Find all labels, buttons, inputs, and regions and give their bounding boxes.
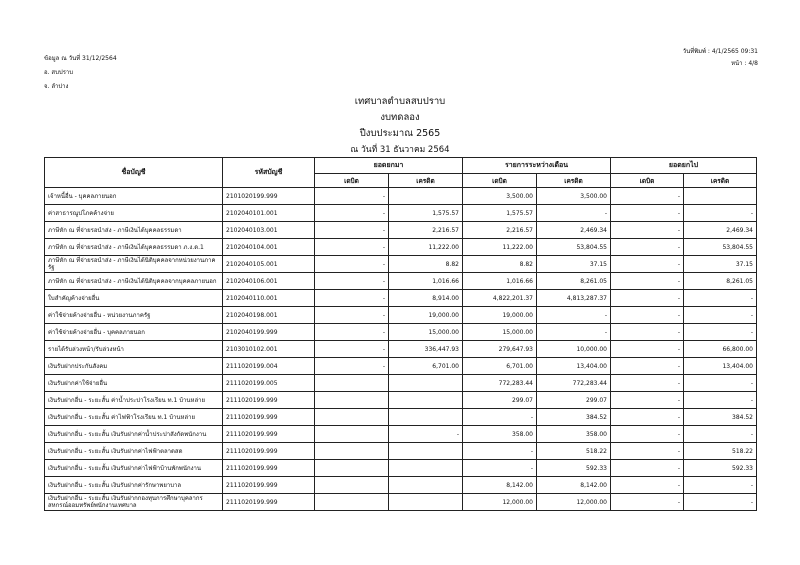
movement-debit-cell: 6,701.00 — [463, 358, 537, 375]
account-name-cell: เงินรับฝากอื่น - ระยะสั้น เงินรับฝากกองทุนการศึกษาบุคลากรสหกรณ์ออมทรัพย์พนักงานเทศบาล — [45, 494, 223, 511]
account-code-cell: 2111020199.999 — [223, 426, 315, 443]
account-code-cell: 2102040106.001 — [223, 273, 315, 290]
movement-debit-cell: 8.82 — [463, 256, 537, 273]
report-meta-right — [683, 46, 758, 70]
table-row — [45, 460, 757, 477]
account-name-cell: ค่าสาธารณูปโภคค้างจ่าย — [45, 205, 223, 222]
closing-credit-cell: 384.52 — [684, 409, 757, 426]
header-account-name: ชื่อบัญชี — [45, 158, 223, 188]
movement-credit-cell: 384.52 — [537, 409, 611, 426]
movement-debit-cell: 279,647.93 — [463, 341, 537, 358]
account-code-cell: 2102040105.001 — [223, 256, 315, 273]
table-row — [45, 409, 757, 426]
header-movement: รายการระหว่างเดือน — [463, 158, 611, 174]
movement-debit-cell: 3,500.00 — [463, 188, 537, 205]
print-date: วันที่พิมพ์ : 4/1/2565 09:31 — [682, 48, 758, 55]
header-movement-credit: เครดิต — [537, 174, 611, 188]
table-row — [45, 443, 757, 460]
closing-debit-cell: - — [611, 358, 684, 375]
province: จ. ลำปาง — [44, 83, 69, 90]
opening-debit-cell: - — [315, 222, 389, 239]
movement-credit-cell: 12,000.00 — [537, 494, 611, 511]
closing-credit-cell: 2,469.34 — [684, 222, 757, 239]
opening-credit-cell — [389, 375, 463, 392]
account-code-cell: 2111020199.999 — [223, 443, 315, 460]
opening-credit-cell — [389, 392, 463, 409]
closing-debit-cell: - — [611, 375, 684, 392]
table-row — [45, 290, 757, 307]
table-row — [45, 205, 757, 222]
opening-credit-cell: 15,000.00 — [389, 324, 463, 341]
account-code-cell: 2102040110.001 — [223, 290, 315, 307]
table-row — [45, 358, 757, 375]
movement-credit-cell: 299.07 — [537, 392, 611, 409]
account-name-cell: ค่าใช้จ่ายค้างจ่ายอื่น - หน่วยงานภาครัฐ — [45, 307, 223, 324]
movement-credit-cell: 4,813,287.37 — [537, 290, 611, 307]
opening-credit-cell — [389, 460, 463, 477]
account-code-cell: 2111020199.004 — [223, 358, 315, 375]
header-opening-debit: เดบิต — [315, 174, 389, 188]
table-row — [45, 324, 757, 341]
opening-credit-cell: 1,016.66 — [389, 273, 463, 290]
header-account-code: รหัสบัญชี — [223, 158, 315, 188]
movement-credit-cell: 8,142.00 — [537, 477, 611, 494]
closing-credit-cell: 66,800.00 — [684, 341, 757, 358]
account-code-cell: 2101020199.999 — [223, 188, 315, 205]
opening-credit-cell: 2,216.57 — [389, 222, 463, 239]
opening-debit-cell — [315, 409, 389, 426]
opening-debit-cell — [315, 494, 389, 511]
closing-debit-cell: - — [611, 222, 684, 239]
opening-debit-cell — [315, 392, 389, 409]
table-row — [45, 392, 757, 409]
table-row — [45, 375, 757, 392]
closing-debit-cell: - — [611, 426, 684, 443]
opening-credit-cell: 8,914.00 — [389, 290, 463, 307]
header-opening-credit: เครดิต — [389, 174, 463, 188]
movement-debit-cell: 19,000.00 — [463, 307, 537, 324]
closing-credit-cell: 37.15 — [684, 256, 757, 273]
account-code-cell: 2103010102.001 — [223, 341, 315, 358]
opening-debit-cell: - — [315, 307, 389, 324]
movement-debit-cell: 11,222.00 — [463, 239, 537, 256]
movement-credit-cell: 10,000.00 — [537, 341, 611, 358]
closing-credit-cell: 592.33 — [684, 460, 757, 477]
opening-credit-cell — [389, 409, 463, 426]
opening-credit-cell: 1,575.57 — [389, 205, 463, 222]
table-row — [45, 477, 757, 494]
opening-debit-cell — [315, 460, 389, 477]
account-code-cell: 2111020199.999 — [223, 409, 315, 426]
trial-balance-table — [44, 157, 757, 511]
account-code-cell: 2111020199.999 — [223, 477, 315, 494]
table-row — [45, 222, 757, 239]
closing-credit-cell: 518.22 — [684, 443, 757, 460]
closing-credit-cell: - — [684, 324, 757, 341]
report-meta-left — [44, 52, 117, 94]
table-row — [45, 239, 757, 256]
account-name-cell: เงินรับฝากประกันสังคม — [45, 358, 223, 375]
closing-debit-cell: - — [611, 443, 684, 460]
district: อ. สบปราบ — [44, 69, 74, 76]
account-name-cell: ใบสำคัญค้างจ่ายอื่น — [45, 290, 223, 307]
movement-credit-cell: - — [537, 324, 611, 341]
movement-credit-cell: - — [537, 205, 611, 222]
account-code-cell: 2102040104.001 — [223, 239, 315, 256]
movement-credit-cell: 518.22 — [537, 443, 611, 460]
movement-debit-cell: 8,142.00 — [463, 477, 537, 494]
header-opening: ยอดยกมา — [315, 158, 463, 174]
closing-debit-cell: - — [611, 290, 684, 307]
movement-debit-cell: 772,283.44 — [463, 375, 537, 392]
closing-debit-cell: - — [611, 460, 684, 477]
closing-credit-cell: - — [684, 477, 757, 494]
table-body — [45, 188, 757, 511]
account-name-cell: เงินรับฝากอื่น - ระยะสั้น ค่าน้ำประปาโรงเรียน ท.1 บ้านหล่าย — [45, 392, 223, 409]
opening-credit-cell: 336,447.93 — [389, 341, 463, 358]
organization-name: เทศบาลตำบลสบปราบ — [354, 96, 446, 107]
account-name-cell: รายได้รับล่วงหน้า/รับล่วงหน้า — [45, 341, 223, 358]
opening-debit-cell: - — [315, 324, 389, 341]
movement-debit-cell: 1,016.66 — [463, 273, 537, 290]
opening-credit-cell — [389, 477, 463, 494]
movement-debit-cell: 15,000.00 — [463, 324, 537, 341]
report-name: งบทดลอง — [380, 112, 420, 123]
closing-credit-cell — [684, 188, 757, 205]
table-row — [45, 188, 757, 205]
closing-debit-cell: - — [611, 409, 684, 426]
movement-debit-cell: - — [463, 409, 537, 426]
movement-debit-cell: - — [463, 443, 537, 460]
closing-credit-cell: 8,261.05 — [684, 273, 757, 290]
closing-credit-cell: - — [684, 205, 757, 222]
opening-credit-cell — [389, 494, 463, 511]
movement-debit-cell: 299.07 — [463, 392, 537, 409]
closing-debit-cell: - — [611, 392, 684, 409]
opening-credit-cell: 19,000.00 — [389, 307, 463, 324]
opening-debit-cell — [315, 426, 389, 443]
movement-credit-cell: 37.15 — [537, 256, 611, 273]
closing-credit-cell: - — [684, 290, 757, 307]
movement-debit-cell: 4,822,201.37 — [463, 290, 537, 307]
closing-credit-cell: - — [684, 375, 757, 392]
opening-debit-cell — [315, 375, 389, 392]
movement-credit-cell: 3,500.00 — [537, 188, 611, 205]
table-row — [45, 494, 757, 511]
closing-debit-cell: - — [611, 307, 684, 324]
opening-credit-cell: 11,222.00 — [389, 239, 463, 256]
closing-credit-cell: - — [684, 307, 757, 324]
account-name-cell: ภาษีหัก ณ ที่จ่ายรอนำส่ง - ภาษีเงินได้บุคคลธรรมดา ภ.ง.ด.1 — [45, 239, 223, 256]
account-code-cell: 2111020199.999 — [223, 460, 315, 477]
header-closing: ยอดยกไป — [611, 158, 757, 174]
table-row — [45, 426, 757, 443]
movement-credit-cell: 2,469.34 — [537, 222, 611, 239]
opening-credit-cell: 8.82 — [389, 256, 463, 273]
movement-debit-cell: - — [463, 460, 537, 477]
account-name-cell: เงินรับฝากอื่น - ระยะสั้น เงินรับฝากค่าไฟฟ้าบ้านพักพนักงาน — [45, 460, 223, 477]
movement-debit-cell: 2,216.57 — [463, 222, 537, 239]
opening-credit-cell — [389, 188, 463, 205]
account-name-cell: ค่าใช้จ่ายค้างจ่ายอื่น - บุคคลภายนอก — [45, 324, 223, 341]
data-as-of: ข้อมูล ณ วันที่ 31/12/2564 — [44, 55, 117, 62]
closing-credit-cell: 13,404.00 — [684, 358, 757, 375]
closing-debit-cell: - — [611, 205, 684, 222]
opening-debit-cell: - — [315, 341, 389, 358]
account-code-cell: 2102040199.999 — [223, 324, 315, 341]
table-row — [45, 273, 757, 290]
account-code-cell: 2102040198.001 — [223, 307, 315, 324]
account-code-cell: 2111020199.999 — [223, 392, 315, 409]
closing-debit-cell: - — [611, 341, 684, 358]
movement-credit-cell: 8,261.05 — [537, 273, 611, 290]
report-title-block — [0, 94, 800, 158]
account-code-cell: 2111020199.005 — [223, 375, 315, 392]
closing-credit-cell: 53,804.55 — [684, 239, 757, 256]
as-of-date: ณ วันที่ 31 ธันวาคม 2564 — [350, 145, 450, 155]
opening-debit-cell — [315, 443, 389, 460]
opening-debit-cell: - — [315, 256, 389, 273]
header-closing-debit: เดบิต — [611, 174, 684, 188]
opening-debit-cell: - — [315, 188, 389, 205]
account-name-cell: ภาษีหัก ณ ที่จ่ายรอนำส่ง - ภาษีเงินได้บุคคลธรรมดา — [45, 222, 223, 239]
opening-debit-cell: - — [315, 239, 389, 256]
account-code-cell: 2102040101.001 — [223, 205, 315, 222]
movement-credit-cell: 592.33 — [537, 460, 611, 477]
account-name-cell: เงินรับฝากอื่น - ระยะสั้น เงินรับฝากค่าน้ำประปาสังกัดพนักงาน — [45, 426, 223, 443]
opening-credit-cell — [389, 443, 463, 460]
account-name-cell: เงินรับฝากอื่น - ระยะสั้น เงินรับฝากค่าไฟฟ้าตลาดสด — [45, 443, 223, 460]
opening-credit-cell: - — [389, 426, 463, 443]
movement-credit-cell: 53,804.55 — [537, 239, 611, 256]
closing-credit-cell: - — [684, 392, 757, 409]
closing-debit-cell: - — [611, 239, 684, 256]
account-name-cell: เงินรับฝากอื่น - ระยะสั้น เงินรับฝากค่ารักษาพยาบาล — [45, 477, 223, 494]
opening-debit-cell: - — [315, 358, 389, 375]
closing-debit-cell: - — [611, 477, 684, 494]
closing-debit-cell: - — [611, 256, 684, 273]
opening-debit-cell: - — [315, 290, 389, 307]
closing-debit-cell: - — [611, 188, 684, 205]
movement-credit-cell: 13,404.00 — [537, 358, 611, 375]
account-name-cell: เงินรับฝากค่าใช้จ่ายอื่น — [45, 375, 223, 392]
opening-debit-cell: - — [315, 273, 389, 290]
movement-debit-cell: 358.00 — [463, 426, 537, 443]
closing-credit-cell: - — [684, 426, 757, 443]
closing-credit-cell: - — [684, 494, 757, 511]
header-movement-debit: เดบิต — [463, 174, 537, 188]
closing-debit-cell: - — [611, 494, 684, 511]
movement-credit-cell: 772,283.44 — [537, 375, 611, 392]
movement-debit-cell: 12,000.00 — [463, 494, 537, 511]
account-code-cell: 2111020199.999 — [223, 494, 315, 511]
opening-credit-cell: 6,701.00 — [389, 358, 463, 375]
table-row — [45, 307, 757, 324]
page-number: หน้า : 4/8 — [731, 60, 758, 67]
account-name-cell: ภาษีหัก ณ ที่จ่ายรอนำส่ง - ภาษีเงินได้นิติบุคคลจากหน่วยงานภาครัฐ — [45, 256, 223, 273]
header-closing-credit: เครดิต — [684, 174, 757, 188]
opening-debit-cell: - — [315, 205, 389, 222]
fiscal-year: ปีงบประมาณ 2565 — [359, 128, 441, 139]
account-code-cell: 2102040103.001 — [223, 222, 315, 239]
movement-credit-cell: - — [537, 307, 611, 324]
table-row — [45, 256, 757, 273]
movement-credit-cell: 358.00 — [537, 426, 611, 443]
opening-debit-cell — [315, 477, 389, 494]
closing-debit-cell: - — [611, 324, 684, 341]
movement-debit-cell: 1,575.57 — [463, 205, 537, 222]
account-name-cell: ภาษีหัก ณ ที่จ่ายรอนำส่ง - ภาษีเงินได้นิติบุคคลจากบุคคลภายนอก — [45, 273, 223, 290]
account-name-cell: เงินรับฝากอื่น - ระยะสั้น ค่าไฟฟ้าโรงเรียน ท.1 บ้านหล่าย — [45, 409, 223, 426]
table-row — [45, 341, 757, 358]
account-name-cell: เจ้าหนี้อื่น - บุคคลภายนอก — [45, 188, 223, 205]
closing-debit-cell: - — [611, 273, 684, 290]
